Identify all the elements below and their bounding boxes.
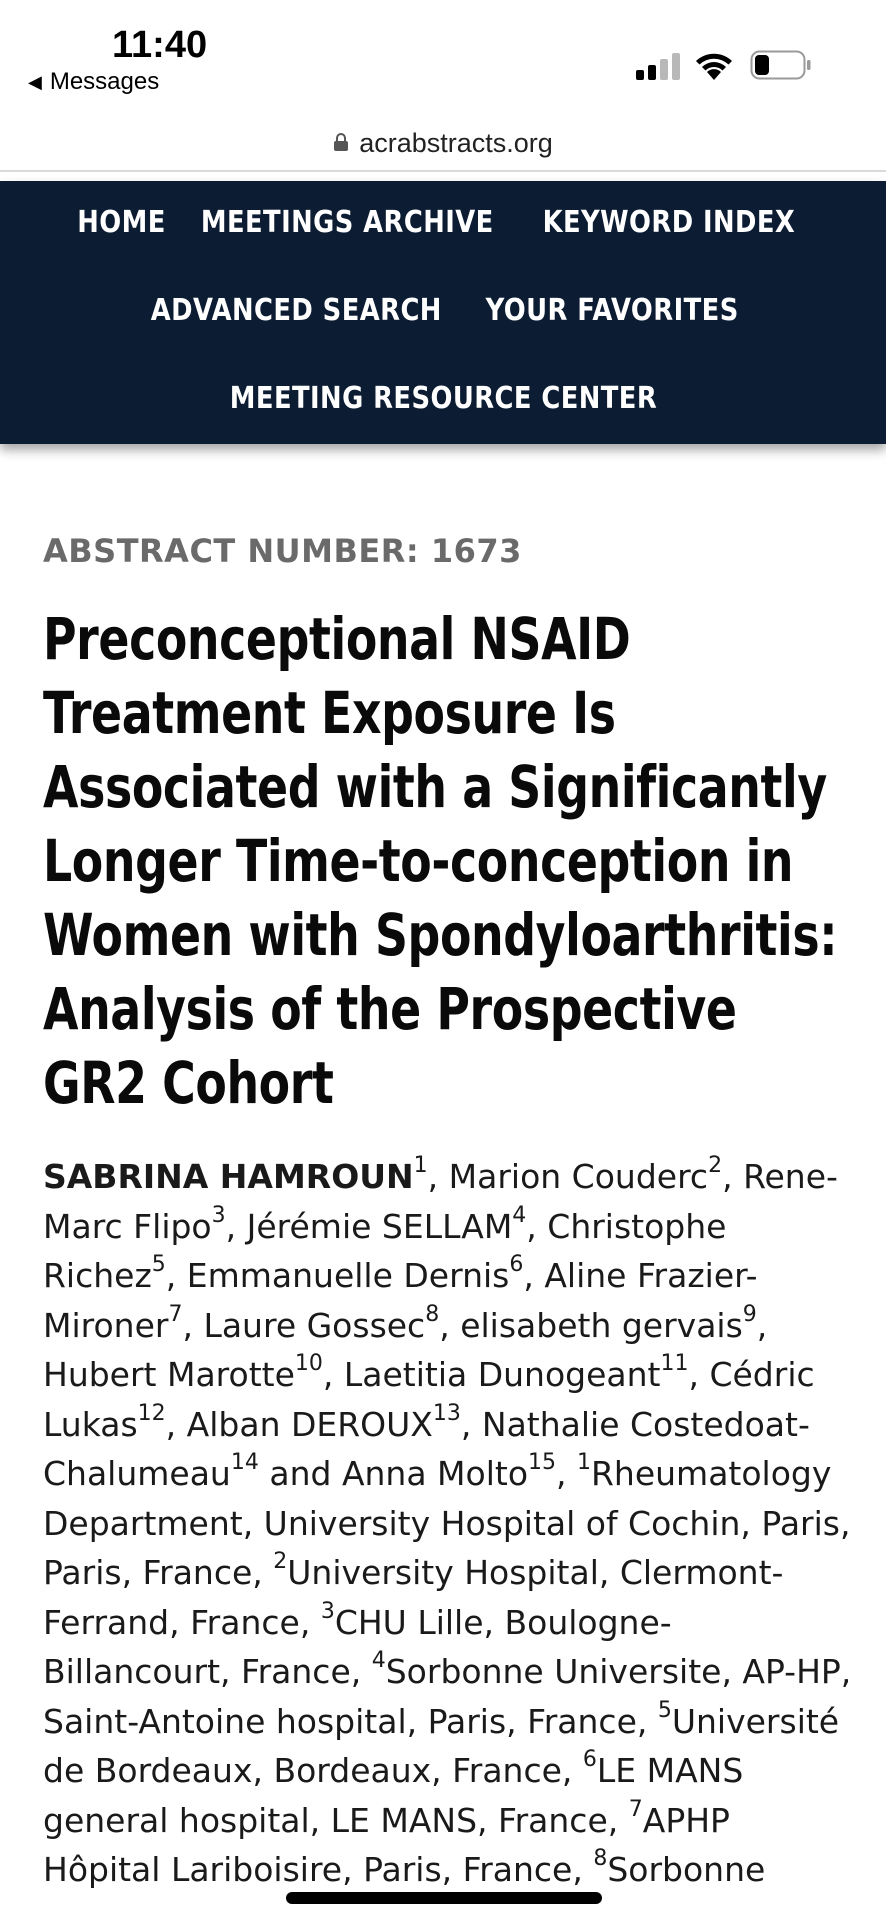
author-sup: 12: [137, 1400, 166, 1426]
affiliation-text: Sorbonne Universite, AP-HP, Saint-Antoine hospital, Paris, France: [43, 1652, 852, 1741]
author-name: Rene-Marc Flipo: [43, 1157, 838, 1246]
affiliation-text: Université de Bordeaux, Bordeaux, France: [43, 1701, 840, 1790]
author-sup: 8: [425, 1301, 440, 1327]
author-name: Marion Couderc: [448, 1157, 709, 1196]
author-name: Cédric Lukas: [43, 1355, 815, 1444]
url-divider: [0, 170, 886, 172]
affiliation-sup: 7: [628, 1796, 643, 1822]
author-name: Nathalie Costedoat-Chalumeau: [43, 1404, 810, 1493]
affiliation-text: Sorbonne: [607, 1850, 766, 1889]
affiliation-sup: 2: [273, 1549, 288, 1574]
affiliation-sup: 4: [371, 1648, 386, 1673]
nav-link-keyword-index[interactable]: KEYWORD INDEX: [542, 205, 796, 240]
author-sup: 7: [168, 1301, 183, 1327]
affiliation-sup: 1: [577, 1450, 591, 1475]
back-arrow-icon: ◀: [28, 71, 42, 92]
affiliation-text: LE MANS general hospital, LE MANS, France: [43, 1751, 744, 1840]
affiliation-text: APHP Hôpital Lariboisire, Paris, France: [43, 1800, 730, 1889]
affiliation-sup: 8: [593, 1846, 608, 1871]
author-name: Jérémie SELLAM: [246, 1206, 513, 1246]
nav-link-meeting-resource-center[interactable]: MEETING RESOURCE CENTER: [229, 381, 657, 416]
author-name: Emmanuelle Dernis: [186, 1256, 510, 1295]
author-name: Laure Gossec: [203, 1305, 426, 1345]
author-name: Aline Frazier-Mironer: [43, 1256, 758, 1345]
nav-link-your-favorites[interactable]: YOUR FAVORITES: [485, 293, 739, 328]
author-sup: 9: [742, 1301, 757, 1327]
authors-and-affiliations: SABRINA HAMROUN$^1$, Marion Couderc$^2$, Rene-Marc Flipo$^3$, Jérémie SELLAM$^4$, Christophe Richez$^5$, Emmanuelle Dernis$^6$, Aline Frazier-Mironer$^7$, Laure Gossec$^8$, elisabeth gervais$^9$, Hubert Marotte$^{10}$, Laetitia Dunogeant$^{11}$, Cédric Lukas$^{12}$, Alban DEROUX$^{13}$, Nathalie Costedoat-Chalumeau$^{14}$ and Anna Molto$^{15}$, $^1$Rheumatology Department, University Hospital of Cochin, Paris, Paris, France, $^2$University Hospital, Clermont-Ferrand, France, $^3$CHU Lille, Boulogne-Billancourt, France, $^4$Sorbonne Universite, AP-HP, Saint-Antoine hospital, Paris, France, $^5$Université de Bordeaux, Bordeaux, France, $^6$LE MANS general hospital, LE MANS, France, $^7$APHP Hôpital Lariboisire, Paris, France, $^8$Sorbonne: [43, 1153, 852, 1889]
site-navigation: [0, 181, 886, 444]
affiliation-sup: 3: [320, 1598, 335, 1624]
nav-row: [0, 381, 886, 416]
signal-icon: [636, 52, 680, 80]
affiliation-text: CHU Lille, Boulogne-Billancourt, France: [43, 1602, 672, 1691]
author-sup: 13: [432, 1400, 461, 1426]
affiliation-text: University Hospital, Clermont-Ferrand, France: [43, 1553, 784, 1642]
url-text: acrabstracts.org: [359, 127, 553, 158]
author-name: SABRINA HAMROUN: [43, 1157, 414, 1196]
battery-icon: [750, 50, 812, 80]
author-sup: 6: [509, 1252, 524, 1277]
affiliation-sup: 5: [657, 1697, 672, 1723]
abstract-number: ABSTRACT NUMBER: 1673: [43, 532, 522, 570]
author-sup: 14: [230, 1450, 259, 1475]
nav-link-meetings-archive[interactable]: MEETINGS ARCHIVE: [201, 205, 495, 240]
author-sup: 3: [211, 1202, 226, 1228]
lock-icon: [333, 132, 349, 152]
author-sup: 5: [151, 1252, 166, 1277]
author-name: Laetitia Dunogeant: [343, 1355, 661, 1394]
author-sup: 2: [708, 1153, 723, 1178]
author-sup: 1: [413, 1153, 428, 1178]
abstract-content: [43, 532, 853, 1889]
back-app-label: Messages: [49, 68, 160, 95]
url-bar[interactable]: [0, 118, 886, 168]
nav-link-home[interactable]: HOME: [77, 205, 167, 240]
author-name: elisabeth gervais: [460, 1305, 743, 1345]
back-to-messages-button[interactable]: [28, 68, 159, 96]
home-indicator[interactable]: [286, 1892, 602, 1904]
author-name: Anna Molto: [341, 1454, 529, 1493]
author-name: Christophe Richez: [43, 1206, 727, 1295]
status-bar: [0, 0, 886, 120]
author-name: Hubert Marotte: [43, 1355, 295, 1394]
author-name: Alban DEROUX: [186, 1404, 433, 1444]
status-time: 11:40: [112, 24, 208, 66]
affiliation-text: Rheumatology Department, University Hospital of Cochin, Paris, Paris, France: [43, 1454, 851, 1592]
nav-link-advanced-search[interactable]: ADVANCED SEARCH: [150, 293, 442, 328]
author-sup: 11: [660, 1351, 689, 1376]
wifi-icon: [694, 48, 734, 82]
nav-row: [0, 293, 886, 328]
author-sup: 15: [528, 1450, 557, 1475]
affiliation-sup: 6: [582, 1747, 597, 1772]
nav-row: [0, 205, 886, 240]
abstract-title: Preconceptional NSAID Treatment Exposure Is Associated with a Significantly Longer Time-to-conception in Women with Spondyloarthritis: Analysis of the Prospective GR2 Cohort: [43, 605, 838, 1117]
author-sup: 10: [294, 1351, 323, 1376]
author-sup: 4: [512, 1202, 527, 1228]
